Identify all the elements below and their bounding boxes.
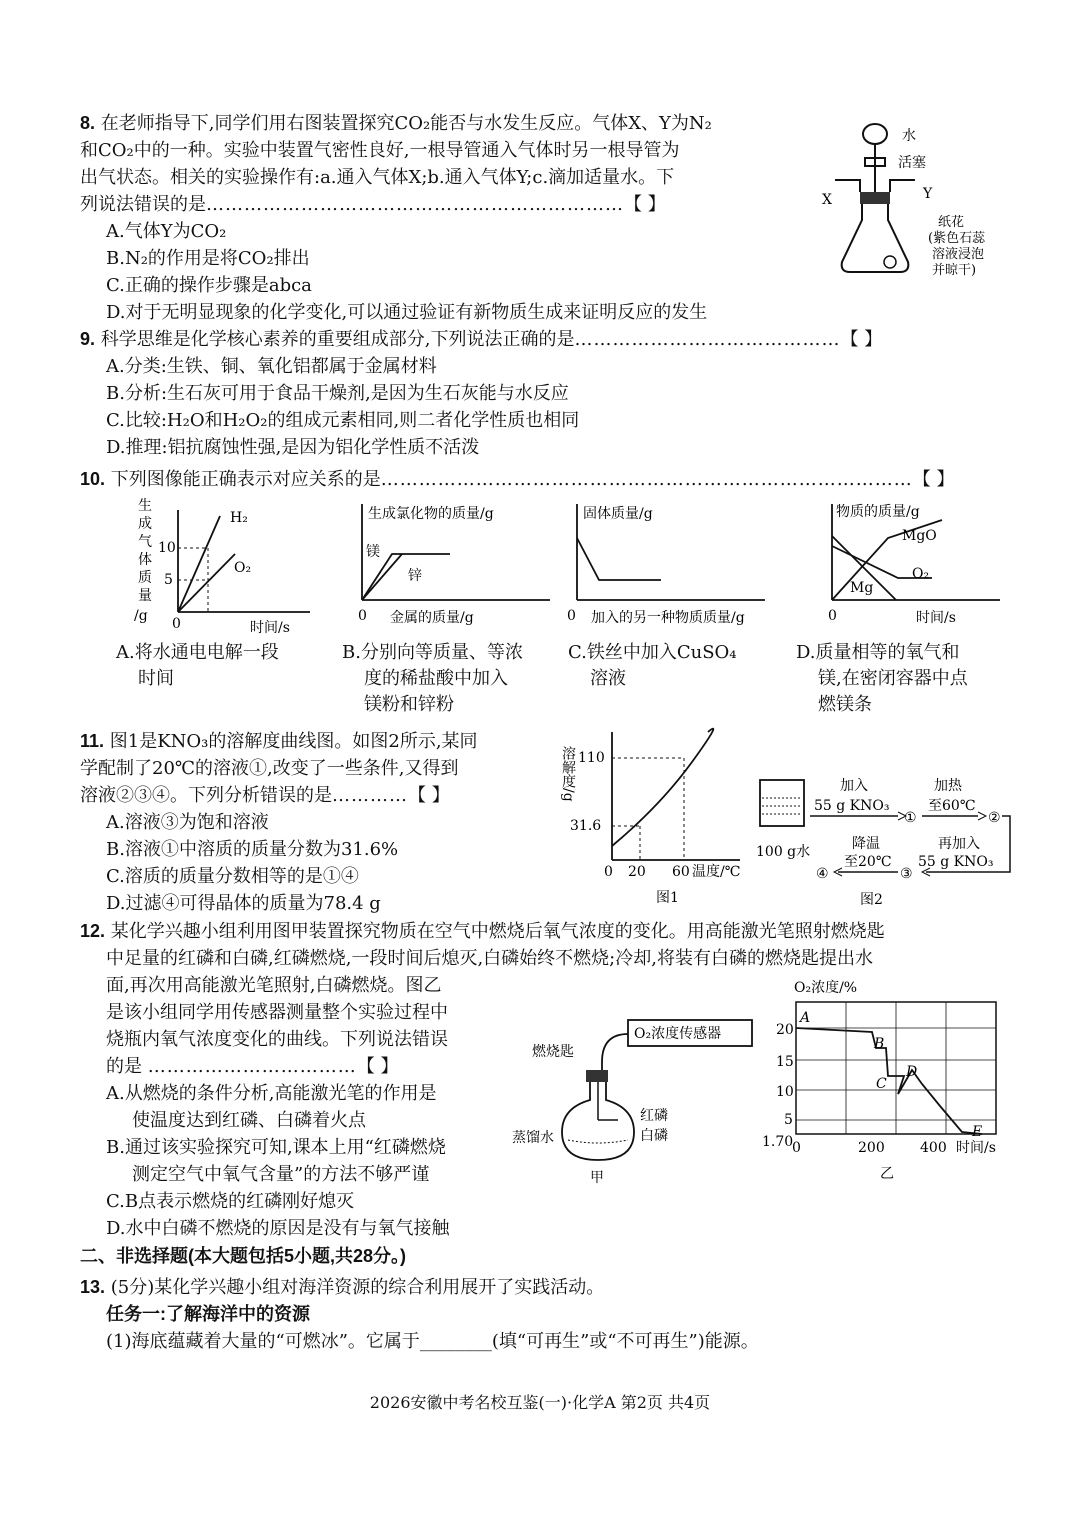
x-axis-label: 金属的质量/g — [390, 610, 474, 626]
solution-2: ② — [988, 810, 1001, 826]
q8-line2: 和CO₂中的一种。实验中装置气密性良好,一根导管通入气体时另一根导管为 — [80, 140, 680, 161]
origin-label: 0 — [358, 608, 367, 624]
point-a-label: A — [800, 1010, 811, 1026]
mg-label: 镁 — [366, 544, 380, 560]
red-phosphorus-label: 红磷 — [640, 1108, 668, 1124]
x-axis-label: 时间/s — [250, 620, 290, 636]
sensor-label: O₂浓度传感器 — [634, 1026, 722, 1042]
paper-flower — [884, 256, 896, 268]
point-e-label: E — [972, 1124, 983, 1140]
question-number: 9. — [80, 329, 96, 349]
ylabel-char: /g — [134, 608, 148, 624]
question-number: 11. — [80, 731, 105, 751]
q11-line1: 图1是KNO₃的溶解度曲线图。如图2所示,某同 — [109, 731, 478, 752]
q10-dots: ………………………………………………………………………… — [380, 469, 913, 490]
x-axis-label: 加入的另一种物质质量/g — [591, 610, 745, 626]
x-axis-label: 温度/℃ — [692, 864, 741, 880]
caption-line: A.将水通电电解一段 — [116, 642, 279, 663]
q11-option-a: A.溶液③为饱和溶液 — [106, 812, 269, 833]
tick-5: 5 — [164, 572, 173, 588]
q11-option-c: C.溶质的质量分数相等的是①④ — [106, 866, 359, 887]
o2-concentration-curve — [796, 1028, 982, 1134]
zn-label: 锌 — [408, 568, 422, 584]
step-cool: 降温 — [852, 836, 880, 852]
label-y: Y — [923, 186, 933, 202]
figure-title: 图1 — [656, 890, 679, 906]
caption-line: 镁粉和锌粉 — [364, 694, 454, 715]
q8-apparatus-figure — [820, 112, 1020, 282]
q11-figure-2 — [752, 770, 1017, 910]
figure-title: 图2 — [860, 892, 883, 908]
q9-dots: …………………………………… — [574, 329, 841, 350]
question-11 — [80, 728, 560, 917]
figure-title: 甲 — [590, 1170, 604, 1186]
label-paper1: 纸花 — [938, 215, 965, 230]
tick-0: 0 — [604, 864, 613, 880]
point-d-label: D — [906, 1064, 918, 1080]
q12-dots: …………………………… — [147, 1056, 357, 1077]
question-number: 10. — [80, 469, 106, 489]
origin-label: 0 — [567, 608, 576, 624]
question-13 — [80, 1274, 1010, 1355]
q9-option-a: A.分类:生铁、铜、氧化铝都属于金属材料 — [106, 356, 437, 377]
caption-line: D.质量相等的氧气和 — [796, 642, 960, 663]
q13-task1: 任务一:了解海洋中的资源 — [106, 1304, 310, 1324]
q11-option-d: D.过滤④可得晶体的质量为78.4 g — [106, 893, 381, 914]
q12-option-a-cont: 使温度达到红磷、白磷着火点 — [132, 1110, 366, 1131]
q12-option-b: B.通过该实验探究可知,课本上用“红磷燃烧 — [106, 1137, 446, 1158]
caption-line: 镁,在密闭容器中点 — [818, 668, 968, 689]
water-label: 100 g水 — [756, 844, 811, 860]
tick-5: 5 — [784, 1112, 793, 1128]
q12-option-a: A.从燃烧的条件分析,高能激光笔的作用是 — [106, 1083, 437, 1104]
step-add-amount: 55 g KNO₃ — [814, 798, 890, 814]
ylabel-char: 质 — [138, 570, 152, 586]
ylabel-char: 生 — [138, 498, 152, 514]
q8-line1: 在老师指导下,同学们用右图装置探究CO₂能否与水发生反应。气体X、Y为N₂ — [100, 113, 712, 134]
label-water: 水 — [902, 128, 916, 144]
section-2-heading: 二、非选择题(本大题包括5小题,共28分。) — [80, 1246, 407, 1266]
answer-bracket: 【 】 — [912, 469, 955, 490]
white-phosphorus-label: 白磷 — [640, 1128, 668, 1144]
q9-option-c: C.比较:H₂O和H₂O₂的组成元素相同,则二者化学性质也相同 — [106, 410, 580, 431]
x-axis-label: 时间/s — [916, 610, 956, 626]
ylabel-char: 量 — [138, 588, 152, 604]
q11-option-b: B.溶液①中溶质的质量分数为31.6% — [106, 839, 399, 860]
q12-option-d: D.水中白磷不燃烧的原因是没有与氧气接触 — [106, 1218, 450, 1239]
q12-option-c: C.B点表示燃烧的红磷刚好熄灭 — [106, 1191, 355, 1212]
tick-400: 400 — [920, 1140, 947, 1156]
origin-label: 0 — [828, 608, 837, 624]
q9-option-d: D.推理:铝抗腐蚀性强,是因为铝化学性质不活泼 — [106, 437, 480, 458]
q10-caption-a — [116, 640, 279, 692]
tick-10: 10 — [776, 1084, 794, 1100]
q10-stem: 下列图像能正确表示对应关系的是 — [110, 469, 381, 490]
tick-200: 200 — [858, 1140, 885, 1156]
mg-label: Mg — [850, 580, 874, 596]
y-axis-label: 物质的质量/g — [836, 504, 920, 520]
page-footer: 2026安徽中考名校互鉴(一)·化学A 第2页 共4页 — [369, 1393, 711, 1412]
o2-line — [178, 554, 235, 612]
answer-bracket: 【 】 — [408, 785, 450, 806]
y-axis-label: 溶解度/g — [560, 746, 576, 802]
q11-figure-1 — [560, 726, 760, 906]
question-8 — [80, 110, 820, 326]
caption-line: 时间 — [138, 668, 174, 689]
q9-option-b: B.分析:生石灰可用于食品干燥剂,是因为生石灰能与水反应 — [106, 383, 569, 404]
tick-1-70: 1.70 — [762, 1134, 794, 1150]
stopper — [860, 192, 890, 204]
q12-figure-jia — [510, 1012, 760, 1192]
caption-line: C.铁丝中加入CuSO₄ — [568, 642, 737, 663]
step-readd-amount: 55 g KNO₃ — [918, 854, 994, 870]
q10-graph-c — [565, 496, 780, 636]
question-10 — [80, 466, 1010, 493]
label-paper3: 溶液浸泡 — [932, 247, 985, 262]
solid-mass-line — [577, 538, 661, 580]
figure-title: 乙 — [880, 1166, 894, 1182]
question-number: 12. — [80, 921, 106, 941]
q12-line4: 是该小组同学用传感器测量整个实验过程中 — [106, 1002, 448, 1023]
tick-15: 15 — [776, 1054, 794, 1070]
zn-line — [362, 554, 402, 600]
step-cool-to: 至20℃ — [844, 854, 892, 870]
solubility-curve — [612, 729, 713, 846]
tick-20: 20 — [776, 1022, 794, 1038]
label-x: X — [822, 192, 832, 208]
q12-line1: 某化学兴趣小组利用图甲装置探究物质在空气中燃烧后氧气浓度的变化。用高能激光笔照射燃烧匙 — [110, 921, 885, 942]
tick-20: 20 — [628, 864, 646, 880]
ylabel-char: 成 — [138, 516, 152, 532]
point-c-label: C — [876, 1076, 887, 1092]
q8-option-a: A.气体Y为CO₂ — [106, 221, 227, 242]
spoon-label: 燃烧匙 — [532, 1044, 574, 1060]
q10-caption-b — [342, 640, 523, 718]
answer-bracket: 【 】 — [356, 1056, 399, 1077]
tick-0: 0 — [792, 1140, 801, 1156]
mgo-label: MgO — [902, 528, 937, 544]
ylabel-char: 气 — [138, 534, 152, 550]
step-heat: 加热 — [934, 778, 962, 794]
step-heat-to: 至60℃ — [928, 798, 976, 814]
q12-option-b-cont: 测定空气中氧气含量”的方法不够严谨 — [132, 1164, 430, 1185]
label-paper4: 并晾干) — [932, 263, 977, 278]
beaker — [760, 780, 804, 826]
ylabel-char: 体 — [138, 552, 152, 568]
q9-stem: 科学思维是化学核心素养的重要组成部分,下列说法正确的是 — [100, 329, 575, 350]
q8-option-b: B.N₂的作用是将CO₂排出 — [106, 248, 310, 269]
tick-31-6: 31.6 — [570, 818, 602, 834]
q10-graph-b — [350, 496, 560, 636]
q11-line2: 学配制了20℃的溶液①,改变了一些条件,又得到 — [80, 758, 459, 779]
x-axis-label: 时间/s — [956, 1140, 996, 1156]
q12-line5: 烧瓶内氧气浓度变化的曲线。下列说法错误 — [106, 1029, 448, 1050]
solution-1: ① — [904, 810, 917, 826]
tick-110: 110 — [578, 750, 605, 766]
step-add: 加入 — [840, 778, 868, 794]
answer-bracket: 【 】 — [624, 194, 666, 215]
solution-3: ③ — [900, 866, 913, 882]
label-paper2: (紫色石蕊 — [928, 231, 986, 246]
y-axis-label: 生成氯化物的质量/g — [368, 506, 494, 522]
caption-line: 燃镁条 — [818, 694, 872, 715]
q8-option-c: C.正确的操作步骤是abca — [106, 275, 312, 296]
q12-line6: 的是 — [106, 1056, 142, 1077]
answer-blank[interactable]: ________ — [419, 1331, 492, 1352]
mg-line — [362, 554, 450, 600]
answer-bracket: 【 】 — [840, 329, 883, 350]
y-axis-label: 固体质量/g — [583, 506, 653, 522]
funnel-bulb — [863, 124, 887, 144]
q13-sub1-pre: (1)海底蕴藏着大量的“可燃冰”。它属于 — [106, 1331, 420, 1352]
origin-label: 0 — [172, 616, 181, 632]
solution-4: ④ — [816, 866, 829, 882]
caption-line: B.分别向等质量、等浓 — [342, 642, 523, 663]
q8-option-d: D.对于无明显现象的化学变化,可以通过验证有新物质生成来证明反应的发生 — [106, 302, 708, 323]
y-axis-label: O₂浓度/% — [794, 980, 858, 996]
question-number: 8. — [80, 113, 96, 133]
flask — [842, 204, 909, 272]
q12-line3: 面,再次用高能激光笔照射,白磷燃烧。图乙 — [106, 975, 442, 996]
q10-graph-d — [820, 496, 1015, 636]
q10-graph-a — [110, 496, 320, 646]
tick-60: 60 — [672, 864, 690, 880]
q12-figure-yi — [762, 976, 1012, 1186]
h2-label: H₂ — [230, 510, 248, 526]
q10-caption-c — [568, 640, 737, 692]
distilled-water-label: 蒸馏水 — [512, 1130, 554, 1146]
o2-label: O₂ — [234, 560, 252, 576]
stopper — [586, 1070, 608, 1082]
q10-caption-d — [796, 640, 968, 718]
q8-line3: 出气状态。相关的实验操作有:a.通入气体X;b.通入气体Y;c.滴加适量水。下 — [80, 167, 675, 188]
question-number: 13. — [80, 1277, 106, 1297]
q13-stem: (5分)某化学兴趣小组对海洋资源的综合利用展开了实践活动。 — [110, 1277, 605, 1298]
q8-dots: ………………………………………………………… — [206, 194, 624, 215]
q13-sub1-post: (填“可再生”或“不可再生”)能源。 — [491, 1331, 759, 1352]
label-valve: 活塞 — [898, 155, 926, 171]
q11-dots: ………… — [332, 785, 408, 806]
caption-line: 溶液 — [590, 668, 626, 689]
q12-line2: 中足量的红磷和白磷,红磷燃烧,一段时间后熄灭,白磷始终不燃烧;冷却,将装有白磷的燃烧匙提出水 — [106, 948, 873, 969]
q8-line4: 列说法错误的是 — [80, 194, 206, 215]
o2-label: O₂ — [912, 566, 930, 582]
h2-line — [178, 516, 220, 612]
question-9 — [80, 326, 1010, 461]
sensor-wire — [602, 1034, 628, 1070]
point-b-label: B — [874, 1036, 885, 1052]
caption-line: 度的稀盐酸中加入 — [364, 668, 508, 689]
step-readd: 再加入 — [938, 836, 980, 852]
tick-10: 10 — [158, 540, 176, 556]
q11-line3: 溶液②③④。下列分析错误的是 — [80, 785, 332, 806]
